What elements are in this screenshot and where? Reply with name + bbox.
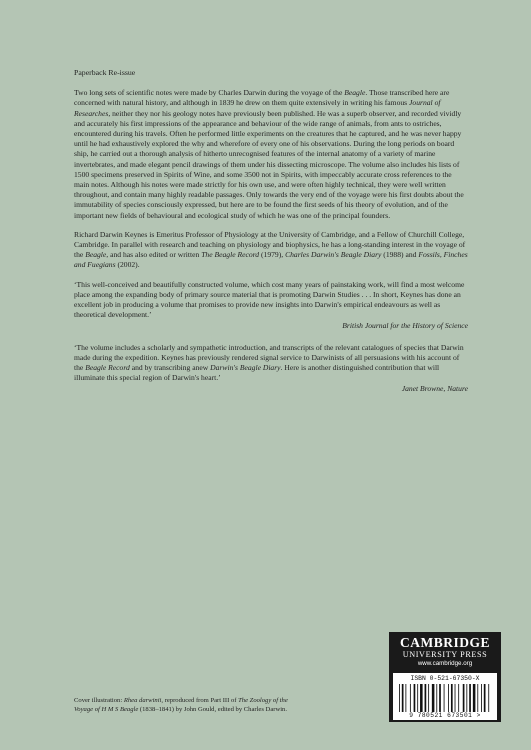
text-run: , neither they nor his geology notes have previously been published. He was a superb observer, and recorded vividly and accurately his first impressions of the appearance and behaviour of the wide range of animals, from ants to ostriches, encountered during his travels. Often he performed little experiments on the creatures that he captured, and he was never happy until he had exhaustively explored the why and wherefore of every one of his observations. During the long periods on board ship, he carried out a thorough analysis of hitherto unrecognised features of the internal anatomy of a variety of marine invertebrates, and made elegant pencil drawings of them under his dissecting microscope. The volume also includes his lists of 1500 specimens preserved in Spirits of Wine, and some 3500 not in Spirits, with impeccably accurate cross references to the main notes. Although his notes were made strictly for his own use, and were often highly technical, they were well written throughout, and contain many highly readable passages. Only towards the very end of the voyage were his first doubts about the immutability of species consciously expressed, but here are to be found the first seeds of his theory of evolution, and of the important new fields of behavioural and ecological study of which he was one of the principal founders. [74,108,464,220]
barcode-bar [417,684,418,712]
text-run: , and has also edited or written [106,250,202,260]
text-run: (1988) and [381,250,419,260]
barcode-bar [473,684,476,712]
reissue-label: Paperback Re-issue [74,68,136,77]
text-run: , reproduced from Part III of [161,697,239,704]
barcode-bar [444,684,445,712]
barcode-bar [402,684,404,712]
barcode-panel [393,673,497,720]
review-quote-2 [74,343,468,384]
text-run: and by transcribing anew [129,363,211,373]
publisher-url: www.cambridge.org [417,660,473,667]
barcode-digits: 9 780521 673501 > [409,712,481,719]
barcode-bar [481,684,482,712]
barcode-bar [466,684,467,712]
barcode-bar [432,684,435,712]
italic-run: Rhea darwinii [123,697,162,704]
barcode-bar [414,684,416,712]
text-run: (1838–1841) by John Gould, edited by Charles Darwin. [138,705,287,713]
barcode-bar [420,684,423,712]
publisher-name: CAMBRIDGE [399,635,490,650]
barcode-bar [399,684,400,712]
barcode-bar [448,684,449,712]
barcode-bar [463,684,465,712]
review-publication: Nature [447,384,468,394]
barcode-bar [469,684,471,712]
text-run: . Those transcribed here are concerned with natural history, and although in 1839 he drew on them quite extensively in writing his famous [74,88,450,108]
text-run: (1979), [259,250,286,260]
barcode-bar [425,684,427,712]
review-quote-1: ‘This well-conceived and beautifully constructed volume, which cost many years of painstaking work, will find a most welcome place among the expanding body of primary source material that is promoting Darwin Studies . . . In short, Keynes has done an excellent job in producing a volume that promises to provide new insights into Darwin's empirical endeavours as well as theoretical development.’ [74,279,465,320]
italic-run: The Zoology of the Voyage of H M S Beagle [74,697,288,713]
barcode-bar [451,684,453,712]
description-paragraph [74,88,468,221]
review-source-1: British Journal for the History of Science [342,321,468,331]
isbn-label: ISBN 0-521-67350-X [410,675,480,682]
italic-run: Beagle [344,88,366,98]
text-run: Richard Darwin Keynes is Emeritus Professor of Physiology at the University of Cambridge, and a Fellow of Churchill College, Cambridge. In parallel with research and teaching on physiology and biophysics, he has a long-standing interest in the voyage of the [74,229,466,260]
review-source-2 [74,384,468,394]
publisher-subtitle: UNIVERSITY PRESS [402,650,488,659]
text-run: Two long sets of scientific notes were made by Charles Darwin during the voyage of the [74,88,345,98]
text-run: . Here is another distinguished contribution that will illuminate this special region of Darwin's heart.’ [74,363,440,383]
barcode-bar [405,684,406,712]
barcode-bar [436,684,437,712]
author-bio-paragraph [74,230,468,271]
barcode-bar [439,684,441,712]
italic-run: Beagle [85,250,107,260]
text-run: ‘The volume includes a scholarly and sympathetic introduction, and transcripts of the relevant catalogues of species that Darwin made during the expedition. Keynes has previously rendered signal service to Darwinists of all persuasions with his account of the [74,342,464,373]
reviewer-name: Janet Browne [401,384,444,394]
barcode-bar [410,684,411,712]
text-run: , [443,384,448,394]
barcode-bar [428,684,429,712]
barcode-icon [399,684,491,712]
italic-run: The Beagle Record [201,250,260,260]
barcode-bar [484,684,486,712]
italic-run: Fossils, Finches and Fuegians [74,250,468,270]
barcode-bar [488,684,489,712]
text-run: (2002). [115,260,140,270]
blurb-column [74,68,468,406]
italic-run: Charles Darwin's Beagle Diary [285,250,382,260]
publisher-logo [393,634,497,670]
italic-run: Darwin's Beagle Diary [210,363,281,373]
italic-run: Beagle Record [85,363,130,373]
barcode-bar [458,684,459,712]
barcode-bar [455,684,456,712]
cover-illustration-caption [74,697,304,714]
italic-run: Journal of Researches [74,98,441,118]
barcode-bar [477,684,478,712]
text-run: Cover illustration: [74,697,124,704]
